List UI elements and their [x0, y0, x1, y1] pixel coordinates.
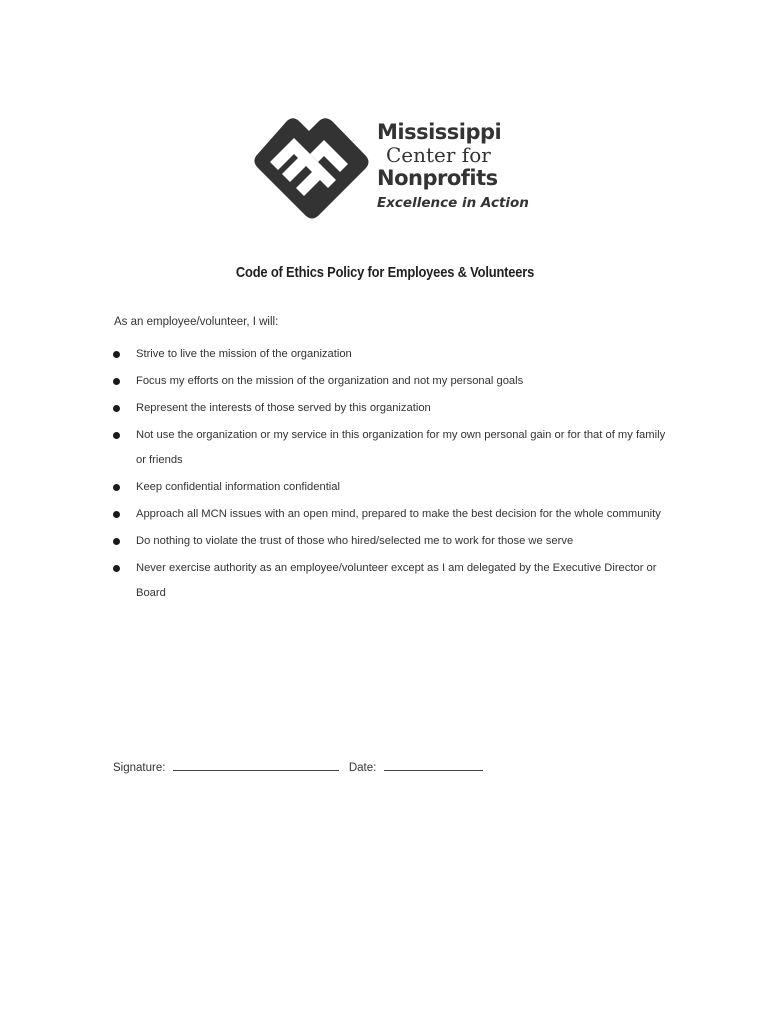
- signature-label: Signature:: [113, 762, 166, 774]
- date-label: Date:: [348, 762, 377, 774]
- bullet-icon: [113, 511, 120, 518]
- logo-line-nonprofits: Nonprofits: [377, 166, 498, 190]
- policy-item: [108, 529, 668, 554]
- intro-text: As an employee/volunteer, I will:: [114, 316, 279, 328]
- date-field[interactable]: [384, 758, 483, 771]
- policy-item: [108, 502, 668, 527]
- bullet-icon: [113, 565, 120, 572]
- signature-row: [113, 758, 483, 774]
- logo-line-mississippi: Mississippi: [377, 120, 502, 144]
- policy-item: [108, 342, 668, 367]
- policy-item-text: Strive to live the mission of the organization: [136, 348, 352, 360]
- policy-item-text: Keep confidential information confidential: [136, 481, 340, 493]
- document-title: Code of Ethics Policy for Employees & Volunteers: [235, 264, 535, 281]
- bullet-icon: [113, 484, 120, 491]
- logo-tagline: Excellence in Action: [377, 195, 529, 211]
- policy-item: [108, 369, 668, 394]
- logo-wordmark: [377, 120, 527, 213]
- bullet-icon: [113, 405, 120, 412]
- policy-item: [108, 475, 668, 500]
- organization-logo: [252, 112, 529, 224]
- bullet-icon: [113, 378, 120, 385]
- policy-item-text: Approach all MCN issues with an open mind, prepared to make the best decision for the whole community: [136, 508, 661, 520]
- policy-item: [108, 396, 668, 421]
- policy-list: [108, 342, 668, 608]
- policy-item-text: Do nothing to violate the trust of those who hired/selected me to work for those we serve: [136, 535, 574, 547]
- policy-item-text: Represent the interests of those served by this organization: [136, 402, 431, 414]
- policy-item: [108, 556, 668, 606]
- bullet-icon: [113, 351, 120, 358]
- logo-line-center-for: Center for: [386, 143, 491, 167]
- policy-item-text: Not use the organization or my service in this organization for my own personal gain or for that of my family or friends: [136, 429, 666, 466]
- policy-item-text: Focus my efforts on the mission of the organization and not my personal goals: [136, 375, 524, 387]
- bullet-icon: [113, 538, 120, 545]
- policy-item-text: Never exercise authority as an employee/volunteer except as I am delegated by the Executive Director or Board: [136, 562, 657, 599]
- policy-item: [108, 423, 668, 473]
- logo-mark-icon: [252, 112, 372, 220]
- signature-field[interactable]: [173, 758, 339, 771]
- bullet-icon: [113, 432, 120, 439]
